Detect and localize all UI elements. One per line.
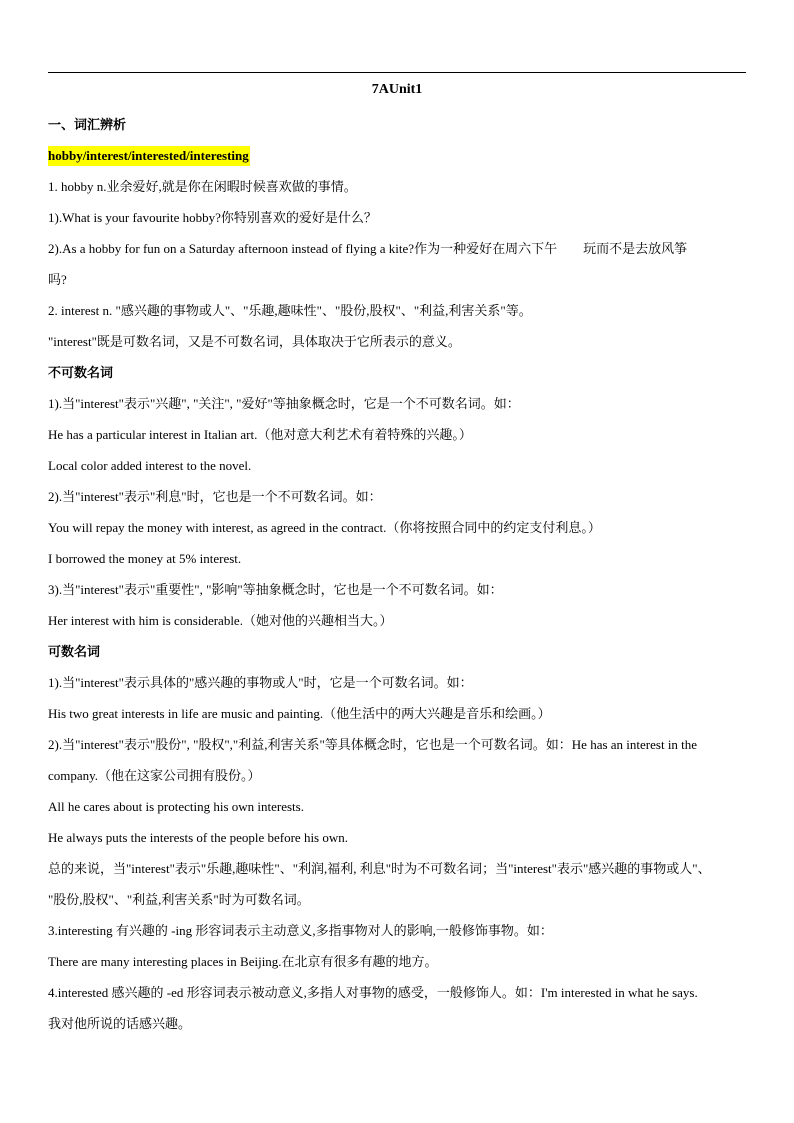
subheading-countable: 可数名词 <box>48 644 101 659</box>
example-sentence: Her interest with him is considerable.（她对他的兴趣相当大。） <box>48 613 393 628</box>
highlighted-topic <box>48 140 748 171</box>
paragraph: "interest"既是可数名词，又是不可数名词，具体取决于它所表示的意义。 <box>48 334 461 349</box>
paragraph: 总的来说，当"interest"表示"乐趣,趣味性"、"利润,福利, 利息"时为不可数名词；当"interest"表示"感兴趣的事物或人"、 <box>48 861 711 876</box>
example-sentence: I borrowed the money at 5% interest. <box>48 551 242 566</box>
paragraph: 3).当"interest"表示"重要性", "影响"等抽象概念时，它也是一个不可数名词。如： <box>48 582 503 597</box>
topic-highlight: hobby/interest/interested/interesting <box>48 146 250 166</box>
paragraph: 1).当"interest"表示具体的"感兴趣的事物或人"时，它是一个可数名词。如： <box>48 675 473 690</box>
example-sentence: You will repay the money with interest, as agreed in the contract.（你将按照合同中的约定支付利息。） <box>48 520 601 535</box>
text-span: 玩而不是去放风筝 <box>583 241 688 256</box>
paragraph: 2).当"interest"表示"利息"时，它也是一个不可数名词。如： <box>48 489 382 504</box>
paragraph: 2. interest n. "感兴趣的事物或人"、"乐趣,趣味性"、"股份,股权"、"利益,利害关系"等。 <box>48 303 532 318</box>
paragraph: 吗? <box>48 272 67 287</box>
example-sentence: His two great interests in life are music and painting.（他生活中的两大兴趣是音乐和绘画。） <box>48 706 551 721</box>
paragraph: 2).当"interest"表示"股份", "股权","利益,利害关系"等具体概念时，它也是一个可数名词。如：He has an interest in the <box>48 737 698 752</box>
example-sentence: He always puts the interests of the people before his own. <box>48 830 349 845</box>
page-title: 7AUnit1 <box>371 82 423 97</box>
paragraph: 3.interesting 有兴趣的 -ing 形容词表示主动意义,多指事物对人的影响,一般修饰事物。如： <box>48 923 553 938</box>
paragraph: company.（他在这家公司拥有股份。） <box>48 768 261 783</box>
paragraph: 1).What is your favourite hobby?你特别喜欢的爱好是什么？ <box>48 210 377 225</box>
header-rule <box>48 72 746 73</box>
paragraph: 1).当"interest"表示"兴趣", "关注", "爱好"等抽象概念时，它是一个不可数名词。如： <box>48 396 520 411</box>
paragraph: 我对他所说的话感兴趣。 <box>48 1016 192 1031</box>
subheading-uncountable: 不可数名词 <box>48 365 114 380</box>
paragraph: 1. hobby n.业余爱好,就是你在闲暇时候喜欢做的事情。 <box>48 179 357 194</box>
example-sentence: There are many interesting places in Beijing.在北京有很多有趣的地方。 <box>48 954 438 969</box>
document-body <box>48 109 748 1039</box>
example-sentence: All he cares about is protecting his own interests. <box>48 799 304 814</box>
example-sentence: He has a particular interest in Italian art.（他对意大利艺术有着特殊的兴趣。） <box>48 427 472 442</box>
paragraph: 4.interested 感兴趣的 -ed 形容词表示被动意义,多指人对事物的感受，一般修饰人。如：I'm interested in what he says. <box>48 985 698 1000</box>
example-sentence: Local color added interest to the novel. <box>48 458 252 473</box>
paragraph <box>48 233 748 264</box>
text-span: 2).As a hobby for fun on a Saturday afternoon instead of flying a kite?作为一种爱好在周六下午 <box>48 241 558 256</box>
paragraph: "股份,股权"、"利益,利害关系"时为可数名词。 <box>48 892 310 907</box>
section-heading: 一、词汇辨析 <box>48 117 127 132</box>
